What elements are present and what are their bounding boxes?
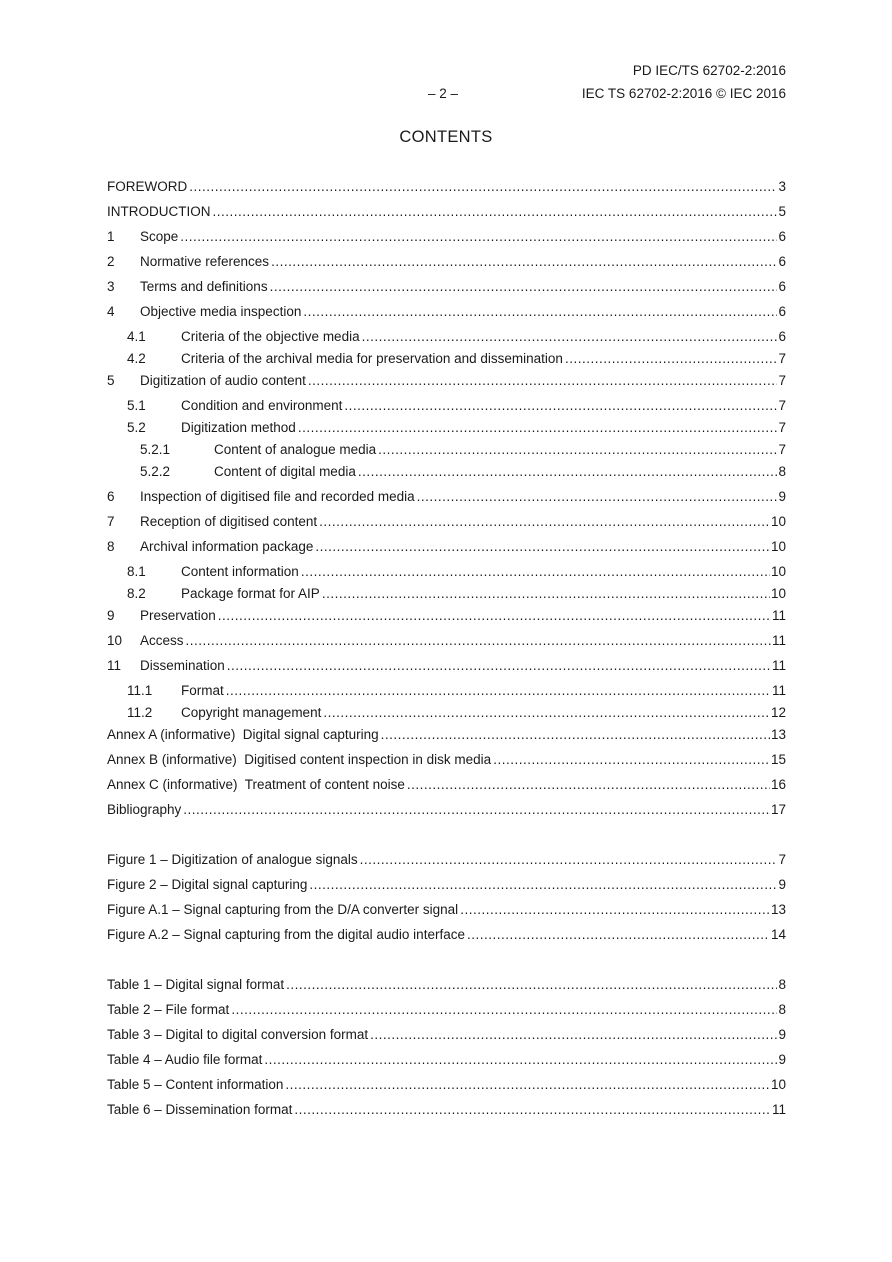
toc-leader-dots [322, 583, 770, 605]
toc-entry-page: 13 [770, 727, 786, 742]
toc-entry[interactable] [107, 899, 786, 921]
toc-leader-dots [315, 536, 770, 558]
toc-entry-page: 11 [771, 658, 786, 673]
toc-entry-page: 10 [770, 586, 786, 601]
toc-entry-number: 1 [107, 229, 115, 244]
toc-entry[interactable] [107, 974, 786, 996]
toc-leader-dots [227, 655, 771, 677]
toc-entry-label: Inspection of digitised file and recorded media [140, 489, 415, 504]
toc-entry-label: Archival information package [140, 539, 314, 554]
toc-leader-dots [180, 226, 777, 248]
toc-entry-label: Format [181, 683, 224, 698]
toc-leader-dots [360, 849, 778, 871]
copyright-line: IEC TS 62702-2:2016 © IEC 2016 [581, 86, 786, 101]
toc-entry-label: Criteria of the objective media [181, 329, 360, 344]
toc-leader-dots [460, 899, 770, 921]
toc-entry[interactable] [107, 486, 786, 508]
toc-entry-page: 17 [770, 802, 786, 817]
toc-entry-label: Dissemination [140, 658, 225, 673]
toc-entry-page: 11 [771, 608, 786, 623]
toc-leader-dots [358, 461, 778, 483]
toc-entry-page: 7 [778, 373, 786, 388]
toc-entry-page: 7 [778, 852, 786, 867]
toc-leader-dots [285, 1074, 770, 1096]
toc-entry-page: 7 [778, 442, 786, 457]
toc-entry[interactable] [107, 370, 786, 392]
toc-leader-dots [381, 724, 770, 746]
toc-entry-number: 4.2 [127, 351, 146, 366]
toc-leader-dots [294, 1099, 771, 1121]
toc-entry[interactable] [107, 774, 786, 796]
toc-leader-dots [183, 799, 770, 821]
toc-entry-number: 11.1 [127, 683, 153, 698]
toc-entry-label: Table 4 – Audio file format [107, 1052, 263, 1067]
document-id: PD IEC/TS 62702-2:2016 [632, 63, 786, 78]
toc-entry-page: 16 [770, 777, 786, 792]
toc-leader-dots [231, 999, 777, 1021]
toc-entry-number: 4.1 [127, 329, 146, 344]
toc-leader-dots [378, 439, 777, 461]
toc-entry-label: INTRODUCTION [107, 204, 211, 219]
toc-leader-dots [286, 974, 777, 996]
toc-entry-label: Figure 1 – Digitization of analogue signals [107, 852, 358, 867]
toc-entry-label: Digitization method [181, 420, 296, 435]
toc-entry-page: 10 [770, 1077, 786, 1092]
toc-entry[interactable] [107, 874, 786, 896]
toc-entry-number: 10 [107, 633, 123, 648]
toc-entry-label: Package format for AIP [181, 586, 320, 601]
toc-leader-dots [218, 605, 771, 627]
toc-entry-number: 2 [107, 254, 115, 269]
toc-entry-number: 8 [107, 539, 115, 554]
toc-entry-number: 3 [107, 279, 115, 294]
toc-leader-dots [309, 874, 777, 896]
toc-entry[interactable] [107, 630, 786, 652]
toc-leader-dots [493, 749, 770, 771]
toc-entry-page: 7 [778, 398, 786, 413]
toc-entry[interactable] [107, 201, 786, 223]
toc-entry[interactable] [107, 724, 786, 746]
toc-entry-label: Annex B (informative) Digitised content inspection in disk media [107, 752, 492, 767]
toc-entry-label: Annex C (informative) Treatment of content noise [107, 777, 405, 792]
toc-entry-page: 6 [778, 279, 786, 294]
toc-entry-label: Bibliography [107, 802, 182, 817]
toc-leader-dots [362, 326, 778, 348]
toc-entry-page: 14 [770, 927, 786, 942]
toc-entry[interactable] [107, 749, 786, 771]
toc-entry-label: Table 6 – Dissemination format [107, 1102, 293, 1117]
toc-entry-number: 7 [107, 514, 115, 529]
toc-entry[interactable] [107, 417, 786, 439]
toc-entry-number: 5.2 [127, 420, 146, 435]
toc-entry-label: Digitization of audio content [140, 373, 306, 388]
toc-leader-dots [407, 774, 770, 796]
toc-leader-dots [370, 1024, 777, 1046]
toc-entry-page: 9 [778, 1027, 786, 1042]
toc-entry[interactable] [107, 605, 786, 627]
toc-entry-page: 12 [770, 705, 786, 720]
toc-entry-number: 6 [107, 489, 115, 504]
toc-entry-number: 8.1 [127, 564, 146, 579]
toc-leader-dots [264, 1049, 777, 1071]
toc-entry-page: 9 [778, 877, 786, 892]
toc-entry-number: 9 [107, 608, 115, 623]
toc-entry-page: 15 [770, 752, 786, 767]
toc-entry-label: Terms and definitions [140, 279, 268, 294]
toc-entry-page: 6 [778, 304, 786, 319]
toc-entry-number: 5 [107, 373, 115, 388]
toc-entry[interactable] [107, 849, 786, 871]
toc-entry[interactable] [107, 536, 786, 558]
toc-leader-dots [565, 348, 778, 370]
toc-entry-label: Preservation [140, 608, 216, 623]
toc-leader-dots [298, 417, 778, 439]
toc-entry[interactable] [107, 348, 786, 370]
page-number: – 2 – [428, 86, 459, 101]
toc-entry[interactable] [107, 999, 786, 1021]
table-of-contents [107, 176, 786, 1121]
toc-entry[interactable] [107, 1099, 786, 1121]
toc-entry[interactable] [107, 1024, 786, 1046]
toc-leader-dots [417, 486, 778, 508]
toc-entry-label: Table 3 – Digital to digital conversion format [107, 1027, 369, 1042]
toc-entry-label: Scope [140, 229, 179, 244]
toc-entry-label: Content information [181, 564, 299, 579]
toc-leader-dots [319, 511, 770, 533]
toc-leader-dots [271, 251, 777, 273]
toc-entry-page: 8 [778, 977, 786, 992]
toc-entry-label: Figure A.2 – Signal capturing from the digital audio interface [107, 927, 465, 942]
page-title: CONTENTS [399, 128, 493, 146]
toc-entry[interactable] [107, 511, 786, 533]
toc-entry[interactable] [107, 251, 786, 273]
toc-entry-number: 4 [107, 304, 115, 319]
toc-entry[interactable] [107, 655, 786, 677]
toc-leader-dots [226, 680, 771, 702]
toc-entry-page: 11 [771, 683, 786, 698]
toc-entry-label: Normative references [140, 254, 270, 269]
toc-entry[interactable] [107, 176, 786, 198]
toc-entry-label: Access [140, 633, 184, 648]
toc-entry-label: Figure 2 – Digital signal capturing [107, 877, 308, 892]
toc-entry-page: 10 [770, 564, 786, 579]
toc-entry-page: 8 [778, 464, 786, 479]
toc-entry-page: 7 [778, 351, 786, 366]
toc-entry-number: 5.2.2 [140, 464, 171, 479]
toc-entry[interactable] [107, 276, 786, 298]
toc-entry[interactable] [107, 1049, 786, 1071]
toc-entry[interactable] [107, 326, 786, 348]
toc-entry[interactable] [107, 680, 786, 702]
toc-entry-label: FOREWORD [107, 179, 188, 194]
toc-leader-dots [189, 176, 777, 198]
toc-entry-label: Table 1 – Digital signal format [107, 977, 285, 992]
toc-entry-label: Criteria of the archival media for preservation and dissemination [181, 351, 563, 366]
toc-entry-page: 11 [771, 1102, 786, 1117]
toc-leader-dots [323, 702, 770, 724]
toc-entry-label: Reception of digitised content [140, 514, 318, 529]
toc-entry-page: 6 [778, 329, 786, 344]
toc-entry[interactable] [107, 301, 786, 323]
toc-entry[interactable] [107, 461, 786, 483]
toc-entry-label: Condition and environment [181, 398, 343, 413]
toc-entry-number: 5.1 [127, 398, 146, 413]
toc-entry[interactable] [107, 924, 786, 946]
toc-entry[interactable] [107, 702, 786, 724]
toc-entry[interactable] [107, 799, 786, 821]
toc-entry-page: 10 [770, 514, 786, 529]
toc-entry-page: 5 [778, 204, 786, 219]
toc-leader-dots [186, 630, 771, 652]
toc-leader-dots [301, 561, 770, 583]
toc-entry-label: Table 2 – File format [107, 1002, 230, 1017]
toc-entry-label: Copyright management [181, 705, 322, 720]
toc-entry-page: 13 [770, 902, 786, 917]
toc-entry[interactable] [107, 583, 786, 605]
toc-leader-dots [467, 924, 770, 946]
toc-entry-page: 7 [778, 420, 786, 435]
toc-entry-number: 5.2.1 [140, 442, 171, 457]
toc-entry-label: Table 5 – Content information [107, 1077, 284, 1092]
toc-entry-page: 3 [778, 179, 786, 194]
toc-entry[interactable] [107, 226, 786, 248]
toc-entry[interactable] [107, 561, 786, 583]
toc-leader-dots [344, 395, 777, 417]
toc-leader-dots [303, 301, 777, 323]
toc-entry-label: Content of analogue media [214, 442, 377, 457]
toc-entry-page: 9 [778, 489, 786, 504]
toc-entry-page: 11 [771, 633, 786, 648]
toc-entry[interactable] [107, 1074, 786, 1096]
toc-entry-label: Objective media inspection [140, 304, 302, 319]
toc-entry-label: Figure A.1 – Signal capturing from the D/A converter signal [107, 902, 459, 917]
toc-leader-dots [270, 276, 778, 298]
toc-entry[interactable] [107, 395, 786, 417]
toc-entry-page: 10 [770, 539, 786, 554]
toc-entry-label: Annex A (informative) Digital signal capturing [107, 727, 379, 742]
toc-leader-dots [213, 201, 778, 223]
toc-entry-page: 6 [778, 229, 786, 244]
toc-entry[interactable] [107, 439, 786, 461]
toc-entry-label: Content of digital media [214, 464, 356, 479]
toc-entry-number: 11.2 [127, 705, 153, 720]
toc-leader-dots [308, 370, 778, 392]
toc-entry-page: 9 [778, 1052, 786, 1067]
toc-entry-number: 8.2 [127, 586, 146, 601]
toc-entry-page: 8 [778, 1002, 786, 1017]
toc-entry-number: 11 [107, 658, 122, 673]
toc-entry-page: 6 [778, 254, 786, 269]
